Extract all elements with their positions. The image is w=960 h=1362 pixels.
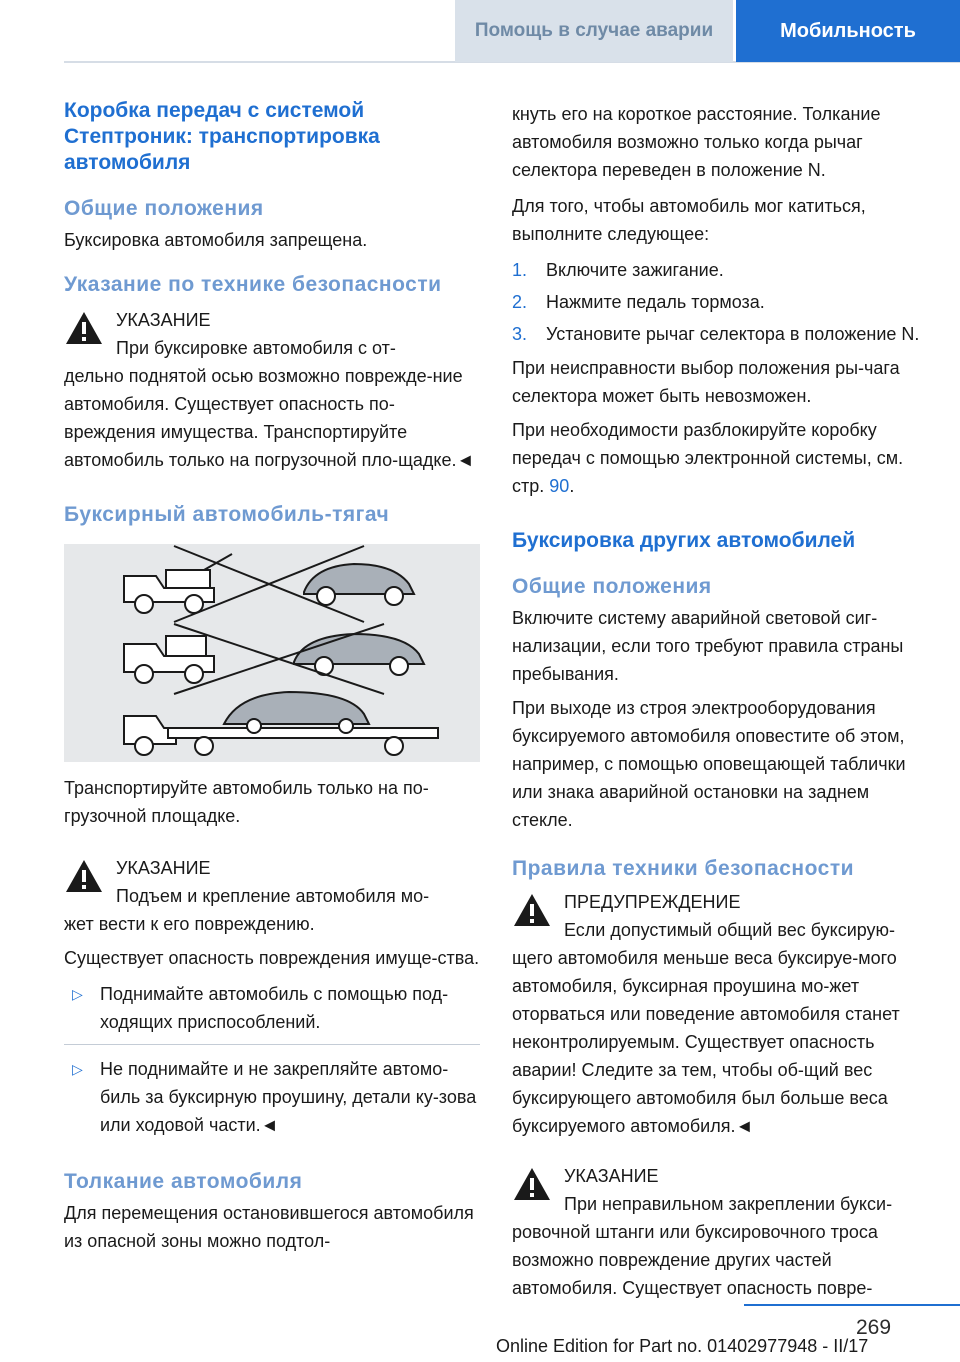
section-tab[interactable]: Помощь в случае аварии [455, 0, 733, 62]
warning-text-first: При буксировке автомобиля с от- [116, 338, 396, 358]
warning-note-4 [512, 1162, 928, 1302]
edition-line: Online Edition for Part no. 01402977948 - II/17 [496, 1336, 869, 1356]
page-link[interactable]: 90 [549, 476, 570, 496]
tow-truck-heading: Буксирный автомобиль-тягач [64, 503, 390, 526]
warning-label: УКАЗАНИЕ [116, 858, 211, 878]
footer-rule [744, 1304, 960, 1306]
bullet-triangle-icon: ▷ [72, 1061, 83, 1077]
warning-text-first: При неправильном закреплении букси- [564, 1194, 893, 1214]
warning-note-2 [64, 854, 480, 938]
bullet-triangle-icon: ▷ [72, 986, 83, 1002]
warning-triangle-icon [64, 310, 104, 346]
warning-label: ПРЕДУПРЕЖДЕНИЕ [564, 892, 741, 912]
unlock-text: При необходимости разблокируйте коробку передач с помощью электронной системы, см. стр. 90. [512, 420, 904, 496]
list-item: 3. Установите рычаг селектора в положение N. [512, 324, 920, 344]
steptronic-title: Коробка передач с системой Стептроник: транспортировка автомобиля [64, 99, 380, 174]
towing-others-title: Буксировка других автомобилей [512, 529, 856, 552]
figure-caption: Транспортируйте автомобиль только на по-грузочной площадке. [64, 778, 429, 826]
warning-triangle-icon [64, 858, 104, 894]
lifting-bullets [64, 980, 480, 1147]
page-number: 269 [856, 1316, 892, 1339]
list-item: ▷ Поднимайте автомобиль с помощью под-ходящих приспособлений. [64, 980, 480, 1045]
general-heading-right: Общие положения [512, 575, 712, 598]
general-heading: Общие положения [64, 197, 264, 220]
rules-heading: Правила техники безопасности [512, 857, 855, 880]
warning-label: УКАЗАНИЕ [564, 1166, 659, 1186]
left-column [64, 96, 480, 1255]
warning-text: дельно поднятой осью возможно поврежде-ние автомобиля. Существует опасность по-вреждения имущества. Транспортируйте автомобиль только на погрузочной пло-щадке.◄ [64, 366, 475, 470]
warning-note-1 [64, 306, 480, 474]
push-continued-text: кнуть его на короткое расстояние. Толкание автомобиля возможно только когда рычаг селектора переведен в положение N. [512, 104, 881, 180]
warning-text: жет вести к его повреждению. [64, 914, 315, 934]
list-item: ▷ Не поднимайте и не закрепляйте автомо-биль за буксирную проушину, детали ку-зова или ходовой части.◄ [64, 1055, 480, 1147]
warning-text: ровочной штанги или буксировочного троса возможно повреждение других частей автомобиля. Существует опасность повре- [512, 1222, 878, 1298]
warning-text-first: Подъем и крепление автомобиля мо- [116, 886, 430, 906]
warning-text: щего автомобиля меньше веса буксируе-мого автомобиля, буксирная проушина мо-жет оторваться или поведение автомобиля станет неконтролируемым. Существует опасность аварии! Следите за тем, чтобы об-щий вес буксирующего автомобиля был больше веса буксируемого автомобиля.◄ [512, 948, 900, 1136]
list-item: 1. Включите зажигание. [512, 260, 724, 280]
general-text: Буксировка автомобиля запрещена. [64, 230, 368, 250]
push-steps [512, 256, 928, 348]
warning-extra-text: Существует опасность повреждения имуще-ства. [64, 948, 480, 968]
electrical-failure-text: При выходе из строя электрооборудования буксируемого автомобиля оповестите об этом, например, с помощью оповещающей таблички или знака аварийной остановки на заднем стекле. [512, 698, 906, 830]
list-item: 2. Нажмите педаль тормоза. [512, 292, 765, 312]
safety-heading: Указание по технике безопасности [64, 273, 442, 296]
warning-triangle-icon [512, 1166, 552, 1202]
push-heading: Толкание автомобиля [64, 1170, 303, 1193]
warning-label: УКАЗАНИЕ [116, 310, 211, 330]
tow-truck-illustration [64, 544, 480, 762]
push-text: Для перемещения остановившегося автомобиля из опасной зоны можно подтол- [64, 1203, 474, 1251]
push-intro: Для того, чтобы автомобиль мог катиться, выполните следующее: [512, 196, 866, 244]
right-column [512, 100, 928, 1302]
malfunction-text: При неисправности выбор положения ры-чага селектора может быть невозможен. [512, 358, 900, 406]
warning-text-first: Если допустимый общий вес буксирую- [564, 920, 896, 940]
warning-triangle-icon [512, 892, 552, 928]
chapter-tab[interactable]: Мобильность [736, 0, 960, 62]
hazard-text: Включите систему аварийной световой сиг-нализации, если того требуют правила страны пребывания. [512, 608, 904, 684]
warning-note-3 [512, 888, 928, 1140]
